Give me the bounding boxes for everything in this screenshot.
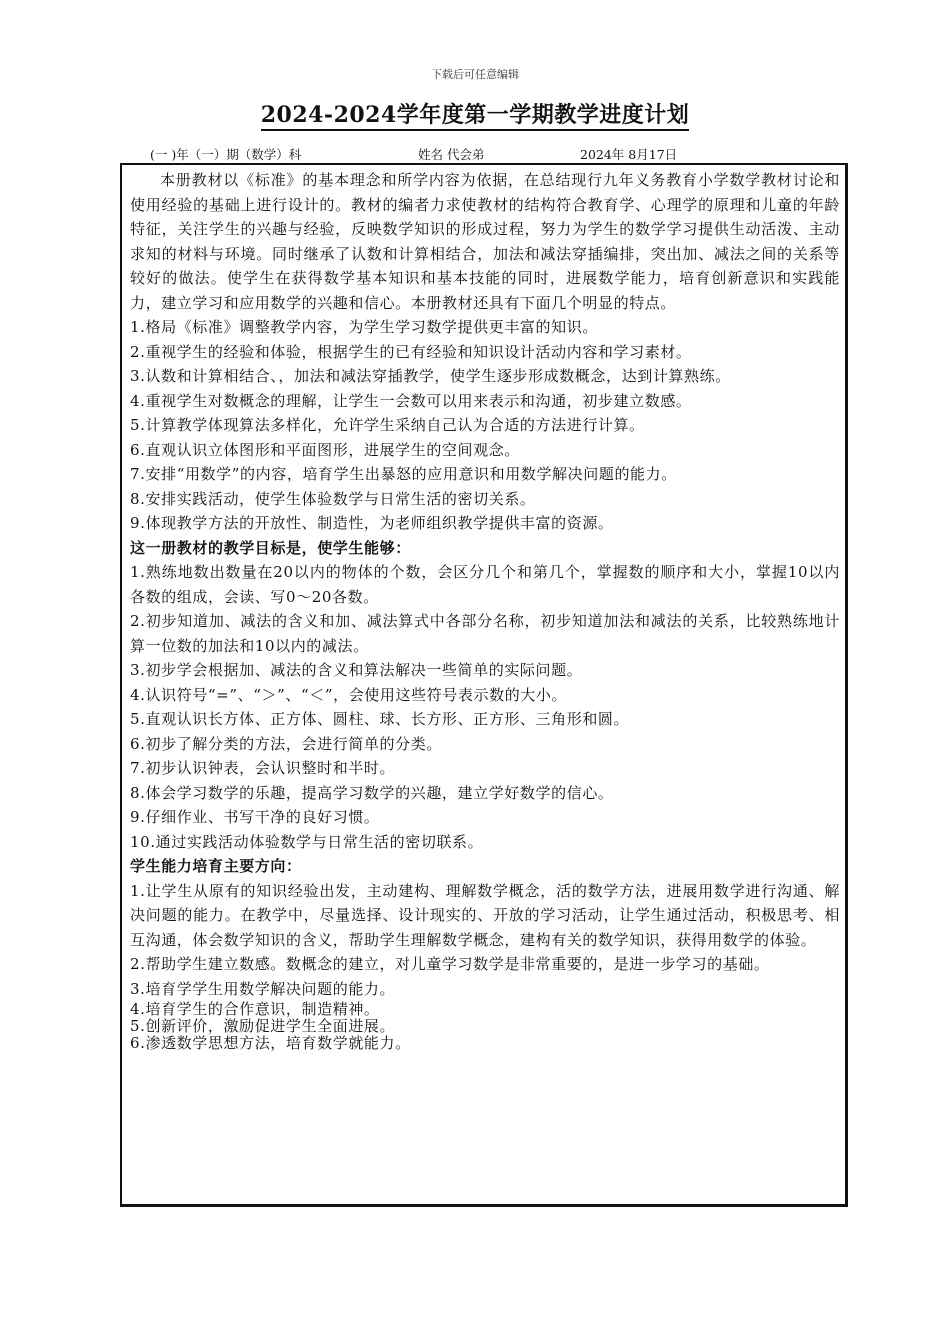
feature-item: 2.重视学生的经验和体验，根据学生的已有经验和知识设计活动内容和学习素材。 [130, 342, 692, 361]
goal-item: 7.初步认识钟表，会认识整时和半时。 [130, 759, 396, 777]
feature-item: 4.重视学生对数概念的理解，让学生一会数可以用来表示和沟通，初步建立数感。 [130, 391, 692, 410]
ability-item: 2.帮助学生建立数感。数概念的建立，对儿童学习数学是非常重要的，是进一步学习的基础。 [130, 955, 770, 973]
goal-item: 6.初步了解分类的方法，会进行简单的分类。 [130, 734, 442, 753]
feature-item: 7.安排“用数学”的内容，培育学生出暴怒的应用意识和用数学解决问题的能力。 [130, 465, 677, 483]
goal-item: 1.熟练地数出数量在20以内的物体的个数，会区分几个和第几个，掌握数的顺序和大小，掌握10以内各数的组成，会读、写0～20各数。 [130, 563, 840, 606]
plan-date: 2024年 8月17日 [580, 147, 678, 162]
feature-item: 8.安排实践活动，使学生体验数学与日常生活的密切关系。 [130, 489, 536, 508]
ability-item: 5.创新评价，激励促进学生全面进展。 [130, 1017, 396, 1035]
plan-content [130, 168, 840, 1052]
ability-item: 6.渗透数学思想方法，培育数学就能力。 [130, 1034, 411, 1052]
intro-paragraph: 本册教材以《标准》的基本理念和所学内容为依据，在总结现行九年义务教育小学数学教材讨论和使用经验的基础上进行设计的。教材的编者力求使教材的结构符合教育学、心理学的原理和儿童的年龄特征，关注学生的兴趣与经验，反映数学知识的形成过程，努力为学生的数学学习提供生动活泼、主动求知的材料与环境。同时继承了认数和计算相结合，加法和减法穿插编排，突出加、减法之间的关系等较好的做法。使学生在获得数学基本知识和基本技能的同时，进展数学能力，培育创新意识和实践能力，建立学习和应用数学的兴趣和信心。本册教材还具有下面几个明显的特点。 [130, 171, 840, 312]
feature-item: 3.认数和计算相结合、，加法和减法穿插教学，使学生逐步形成数概念，达到计算熟练。 [130, 367, 731, 385]
goal-item: 8.体会学习数学的乐趣，提高学习数学的兴趣，建立学好数学的信心。 [130, 783, 614, 802]
goal-item: 9.仔细作业、书写干净的良好习惯。 [130, 808, 380, 826]
teacher-name: 姓名 代会弟 [418, 147, 485, 162]
ability-item: 3.培育学学生用数学解决问题的能力。 [130, 979, 396, 998]
ability-item: 1.让学生从原有的知识经验出发，主动建构、理解数学概念，活的数学方法，进展用数学进行沟通、解决问题的能力。在教学中，尽量选择、设计现实的、开放的学习活动，让学生通过活动，积极思考、相互沟通，体会数学知识的含义，帮助学生理解数学概念，建构有关的数学知识，获得用数学的体验。 [130, 881, 840, 949]
goal-item: 2.初步知道加、减法的含义和加、减法算式中各部分名称，初步知道加法和减法的关系，比较熟练地计算一位数的加法和10以内的减法。 [130, 612, 840, 655]
goal-item: 3.初步学会根据加、减法的含义和算法解决一些简单的实际问题。 [130, 661, 583, 679]
goal-item: 10.通过实践活动体验数学与日常生活的密切联系。 [130, 832, 484, 851]
header-note: 下载后可任意编辑 [431, 68, 519, 81]
feature-item: 1.格局《标准》调整教学内容，为学生学习数学提供更丰富的知识。 [130, 318, 598, 336]
goal-item: 4.认识符号“=”、“＞”、“＜”，会使用这些符号表示数的大小。 [130, 685, 568, 704]
goals-heading: 这一册教材的教学目标是，使学生能够： [130, 538, 411, 557]
ability-item: 4.培育学生的合作意识，制造精神。 [130, 1000, 380, 1018]
feature-item: 5.计算教学体现算法多样化，允许学生采纳自己认为合适的方法进行计算。 [130, 416, 645, 434]
goal-item: 5.直观认识长方体、正方体、圆柱、球、长方形、正方形、三角形和圆。 [130, 710, 630, 728]
grade-term-subject: (一 )年（一）期（数学）科 [150, 147, 302, 162]
page-title [0, 98, 950, 129]
feature-item: 6.直观认识立体图形和平面图形，进展学生的空间观念。 [130, 440, 520, 459]
ability-heading: 学生能力培育主要方向： [130, 857, 302, 875]
meta-line [150, 145, 850, 161]
feature-item: 9.体现教学方法的开放性、制造性，为老师组织教学提供丰富的资源。 [130, 514, 614, 532]
page-title-text: 2024-2024学年度第一学期教学进度计划 [261, 102, 690, 131]
